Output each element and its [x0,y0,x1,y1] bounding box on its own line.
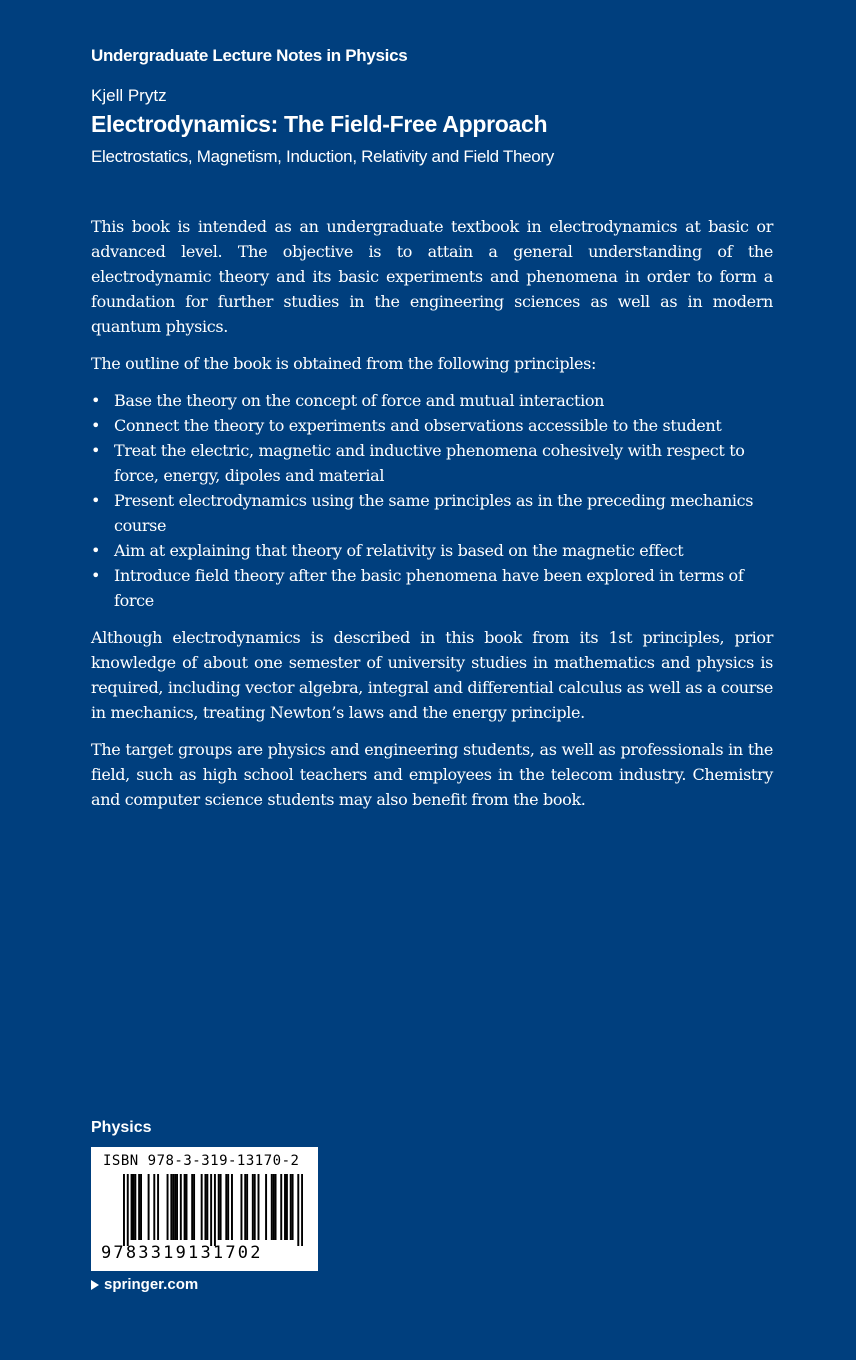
barcode-bar [254,1174,256,1240]
principle-item: • Treat the electric, magnetic and inductive phenomena cohesively with respect to force, energy, dipoles and material [91,438,773,488]
barcode-bar [214,1174,216,1246]
barcode-bars [123,1174,303,1246]
barcode-bar [220,1174,222,1240]
barcode-number: 9783319131702 [101,1243,263,1263]
blurb-paragraph-outline: The outline of the book is obtained from the following principles: [91,354,597,373]
barcode-bar [290,1174,292,1240]
barcode-bar [204,1174,206,1240]
barcode-bar [140,1174,142,1240]
principle-item: • Aim at explaining that theory of relativity is based on the magnetic effect [91,538,773,563]
book-title: Electrodynamics: The Field-Free Approach [91,111,548,137]
barcode-bar [271,1174,273,1240]
barcode-bar [286,1174,288,1240]
barcode-bar [246,1174,248,1240]
barcode-bar [176,1174,178,1240]
barcode-bar [193,1174,195,1240]
barcode-bar [227,1174,229,1240]
principle-item: • Present electrodynamics using the same principles as in the preceding mechanics course [91,488,773,538]
barcode-bar [174,1174,176,1240]
barcode-bar [131,1174,133,1240]
barcode-bar [167,1174,169,1240]
barcode-bar [265,1174,267,1240]
barcode-bar [273,1174,275,1240]
barcode-bar [206,1174,208,1240]
barcode-bar [170,1174,172,1240]
barcode-bar [301,1174,303,1246]
barcode-bar [191,1174,193,1240]
principle-item: • Introduce field theory after the basic phenomena have been explored in terms of force [91,563,773,613]
blurb-paragraph-intro: This book is intended as an undergraduate textbook in electrodynamics at basic or advanced level. The objective is to attain a general understanding of the electrodynamic theory and its basic experiments and phenomena in order to form a foundation for further studies in the engineering sciences as well as in modern quantum physics. [91,217,773,336]
barcode-bar [258,1174,260,1240]
book-subtitle: Electrostatics, Magnetism, Induction, Relativity and Field Theory [91,147,555,166]
blurb-paragraph-audience: The target groups are physics and engineering students, as well as professionals in the field, such as high school teachers and employees in the telecom industry. Chemistry and computer science students may also benefit from the book. [91,740,773,809]
barcode-bar [292,1174,294,1240]
barcode-bar [148,1174,150,1240]
barcode-bar [172,1174,174,1240]
barcode-bar [280,1174,282,1240]
barcode-bar [153,1174,155,1240]
barcode-bar [210,1174,212,1246]
barcode-bar [231,1174,233,1240]
barcode-bar [275,1174,277,1240]
barcode-bar [127,1174,129,1246]
website-link[interactable]: springer.com [104,1276,199,1293]
principle-item: • Base the theory on the concept of force and mutual interaction [91,388,773,413]
barcode-bar [284,1174,286,1240]
barcode-bar [184,1174,186,1240]
author-name: Kjell Prytz [91,86,167,105]
barcode-bar [244,1174,246,1240]
barcode-bar [240,1174,242,1240]
subject-category: Physics [91,1119,152,1136]
barcode-bar [157,1174,159,1240]
principles-list [91,388,773,613]
triangle-right-icon [91,1280,99,1290]
principle-item: • Connect the theory to experiments and observations accessible to the student [91,413,773,438]
barcode-bar [123,1174,125,1246]
barcode-bar [201,1174,203,1240]
publisher-website[interactable] [91,1276,198,1293]
barcode-bar [138,1174,140,1240]
blurb-paragraph-prerequisites: Although electrodynamics is described in this book from its 1st principles, prior knowledge of about one semester of university studies in mathematics and physics is required, including vector algebra, integral and differential calculus as well as a course in mechanics, treating Newton’s laws and the energy principle. [91,628,773,722]
isbn-label: ISBN 978-3-319-13170-2 [103,1153,300,1169]
barcode-bar [134,1174,136,1240]
barcode-bar [132,1174,134,1240]
isbn-barcode [91,1147,318,1271]
series-title: Undergraduate Lecture Notes in Physics [91,46,408,65]
barcode-bar [180,1174,182,1240]
barcode-bar [218,1174,220,1240]
barcode-bar [297,1174,299,1246]
barcode-bar [252,1174,254,1240]
blurb [91,214,773,824]
barcode-bar [186,1174,188,1240]
barcode-bar [225,1174,227,1240]
